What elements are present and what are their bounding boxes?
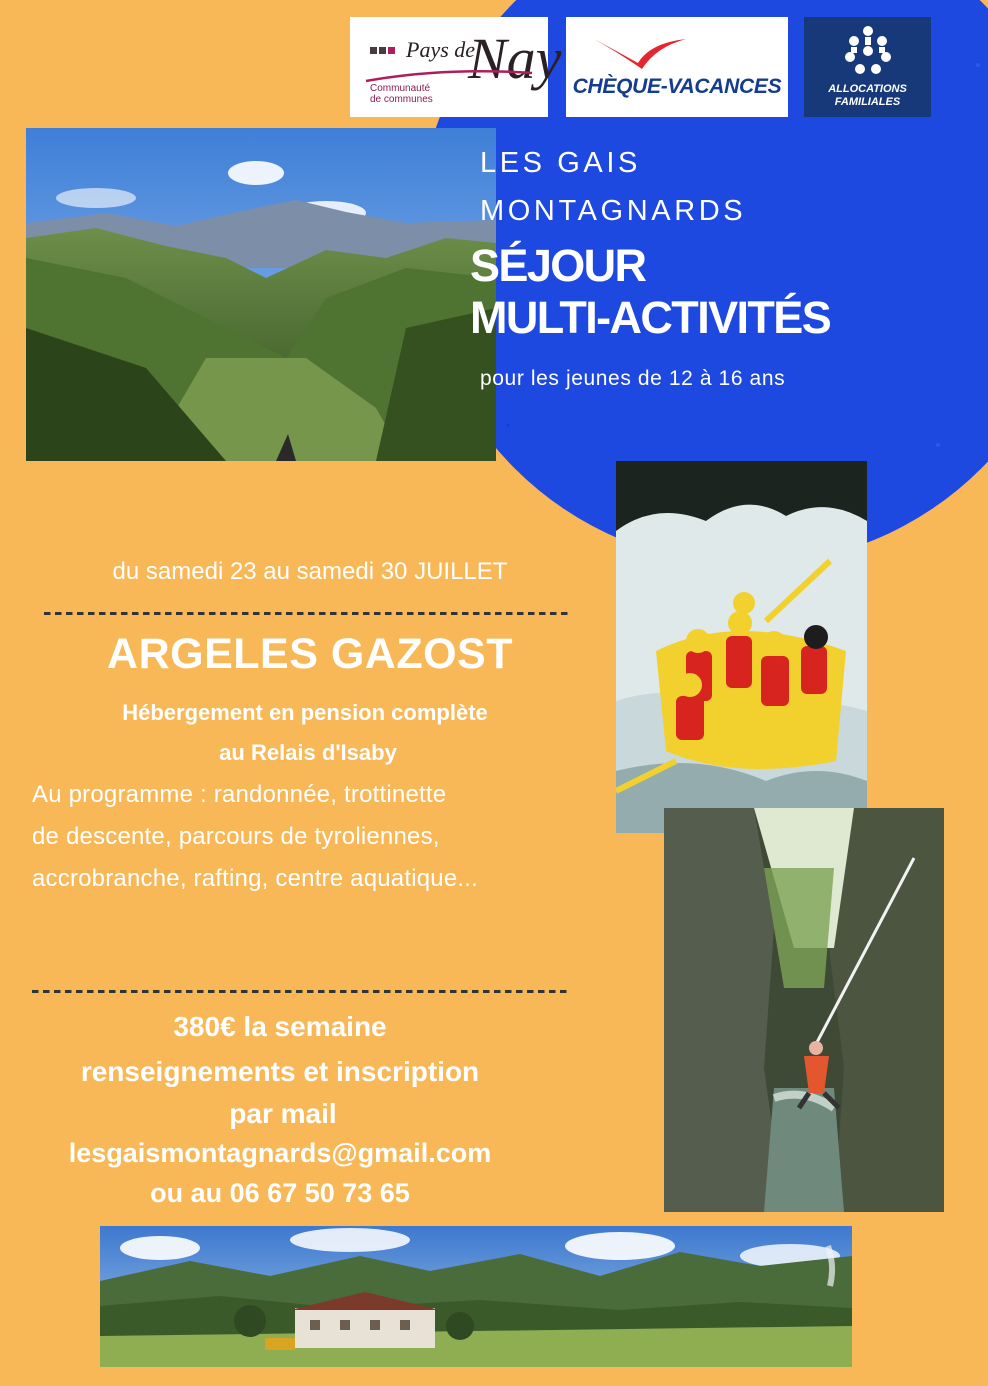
- caf-people-icon: [840, 23, 896, 79]
- caf-logo: [804, 17, 931, 117]
- title-line2: MULTI-ACTIVITÉS: [470, 292, 831, 343]
- logo-square-icon: [370, 47, 377, 54]
- logo-subtitle: [370, 83, 433, 105]
- logo-subtitle-line2: de communes: [370, 94, 433, 105]
- age-range: pour les jeunes de 12 à 16 ans: [480, 367, 786, 390]
- zipline-photo: [664, 808, 944, 1212]
- logo-brand-big: Nay: [468, 26, 562, 91]
- org-name-line1: LES GAIS: [480, 147, 641, 179]
- logo-square-icon: [379, 47, 386, 54]
- registration-info: renseignements et inscription: [80, 1056, 480, 1087]
- program-line2: de descente, parcours de tyroliennes,: [32, 823, 440, 850]
- panorama-photo: [100, 1226, 852, 1367]
- dates: du samedi 23 au samedi 30 JUILLET: [112, 558, 508, 585]
- contact-phone[interactable]: ou au 06 67 50 73 65: [150, 1178, 410, 1208]
- lodging-line1: Hébergement en pension complète: [122, 700, 488, 725]
- program-line1: Au programme : randonnée, trottinette: [32, 781, 447, 808]
- location: ARGELES GAZOST: [107, 630, 513, 678]
- org-name-line2: MONTAGNARDS: [480, 195, 747, 227]
- lodging-line2: au Relais d'Isaby: [219, 740, 397, 765]
- gull-icon: [590, 31, 690, 71]
- logo-square-icon: [388, 47, 395, 54]
- caf-label-line1: ALLOCATIONS: [828, 83, 907, 95]
- dashed-divider-top: [44, 612, 569, 615]
- title-line1: SÉJOUR: [470, 240, 646, 291]
- logo-brand: Pays de: [406, 37, 476, 62]
- price: 380€ la semaine: [173, 1011, 387, 1042]
- logo-subtitle-line1: Communauté: [370, 83, 431, 94]
- pays-de-nay-logo: [350, 17, 562, 117]
- contact-email[interactable]: lesgaismontagnards@gmail.com: [68, 1138, 492, 1168]
- rafting-photo: [616, 461, 867, 833]
- cheque-vacances-logo: [566, 17, 788, 117]
- caf-label-line2: FAMILIALES: [834, 96, 901, 108]
- by-mail-label: par mail: [229, 1098, 337, 1129]
- program-line3: accrobranche, rafting, centre aquatique...: [32, 865, 479, 892]
- cheque-vacances-label: CHÈQUE-VACANCES: [572, 75, 782, 98]
- dashed-divider-bottom: [32, 990, 570, 993]
- caf-label: [804, 83, 931, 109]
- valley-photo: [26, 128, 496, 461]
